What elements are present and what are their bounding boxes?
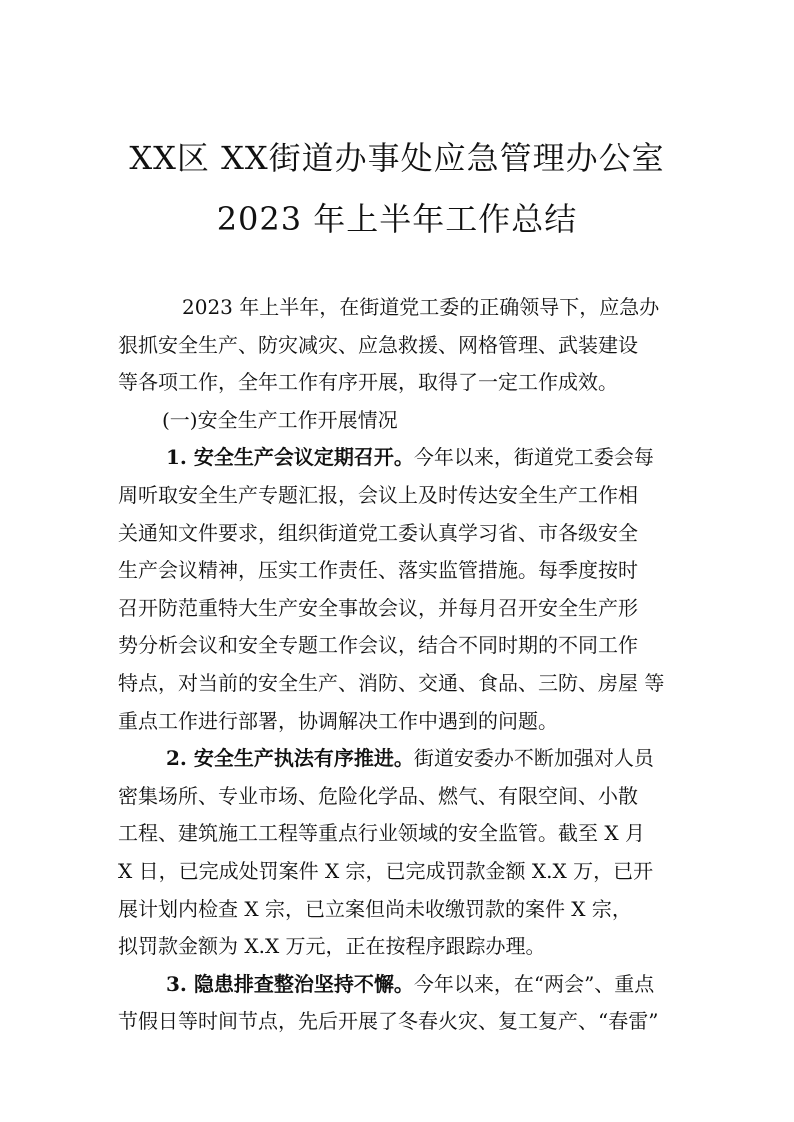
item2-first-rest: 街道安委办不断加强对人员 [413, 746, 654, 771]
document-body [118, 289, 690, 1041]
item1-line: 重点工作进行部署，协调解决工作中遇到的问题。 [118, 708, 558, 733]
item1-line: 周听取安全生产专题汇报，会议上及时传达安全生产工作相 [118, 482, 638, 507]
item2-line: 密集场所、专业市场、危险化学品、燃气、有限空间、小散 [118, 783, 638, 808]
intro-line: 等各项工作，全年工作有序开展，取得了一定工作成效。 [118, 370, 618, 395]
item1-first-rest: 今年以来，街道党工委会每 [413, 445, 654, 470]
item1-line: 势分析会议和安全专题工作会议，结合不同时期的不同工作 [118, 633, 638, 658]
item2-line: 拟罚款金额为 X.X 万元，正在按程序跟踪办理。 [118, 934, 546, 959]
item1-line: 召开防范重特大生产安全事故会议，并每月召开安全生产形 [118, 595, 638, 620]
document-title-line1: XX区 XX街道办事处应急管理办公室 [129, 139, 665, 177]
item1-line: 特点，对当前的安全生产、消防、交通、食品、三防、房屋 等 [118, 670, 665, 695]
item2-first-line [118, 740, 690, 778]
item2-lead: 2. 安全生产执法有序推进。 [166, 746, 414, 771]
item1-line: 生产会议精神，压实工作责任、落实监管措施。每季度按时 [118, 558, 638, 583]
item1-line: 关通知文件要求，组织街道党工委认真学习省、市各级安全 [118, 520, 638, 545]
intro-line: 2023 年上半年，在街道党工委的正确领导下，应急办 [182, 295, 660, 319]
item2-line: 展计划内检查 X 宗，已立案但尚未收缴罚款的案件 X 宗， [118, 896, 632, 921]
item3-line: 节假日等时间节点，先后开展了冬春火灾、复工复产、“春雷” [118, 1009, 659, 1034]
item3-lead: 3. 隐患排查整治坚持不懈。 [166, 971, 414, 996]
intro-line: 狠抓安全生产、防灾减灾、应急救援、网格管理、武装建设 [118, 332, 638, 357]
section-heading: (一)安全生产工作开展情况 [162, 407, 398, 432]
document-title-line2: 2023 年上半年工作总结 [216, 200, 578, 238]
item1-first-line [118, 439, 690, 477]
item1-lead: 1. 安全生产会议定期召开。 [166, 445, 414, 470]
item3-first-line [118, 966, 690, 1004]
item2-line: 工程、建筑施工工程等重点行业领域的安全监管。截至 X 月 [118, 821, 645, 846]
item3-first-rest: 今年以来，在“两会”、重点 [413, 971, 655, 996]
item2-line: X 日，已完成处罚案件 X 宗，已完成罚款金额 X.X 万，已开 [118, 858, 654, 883]
